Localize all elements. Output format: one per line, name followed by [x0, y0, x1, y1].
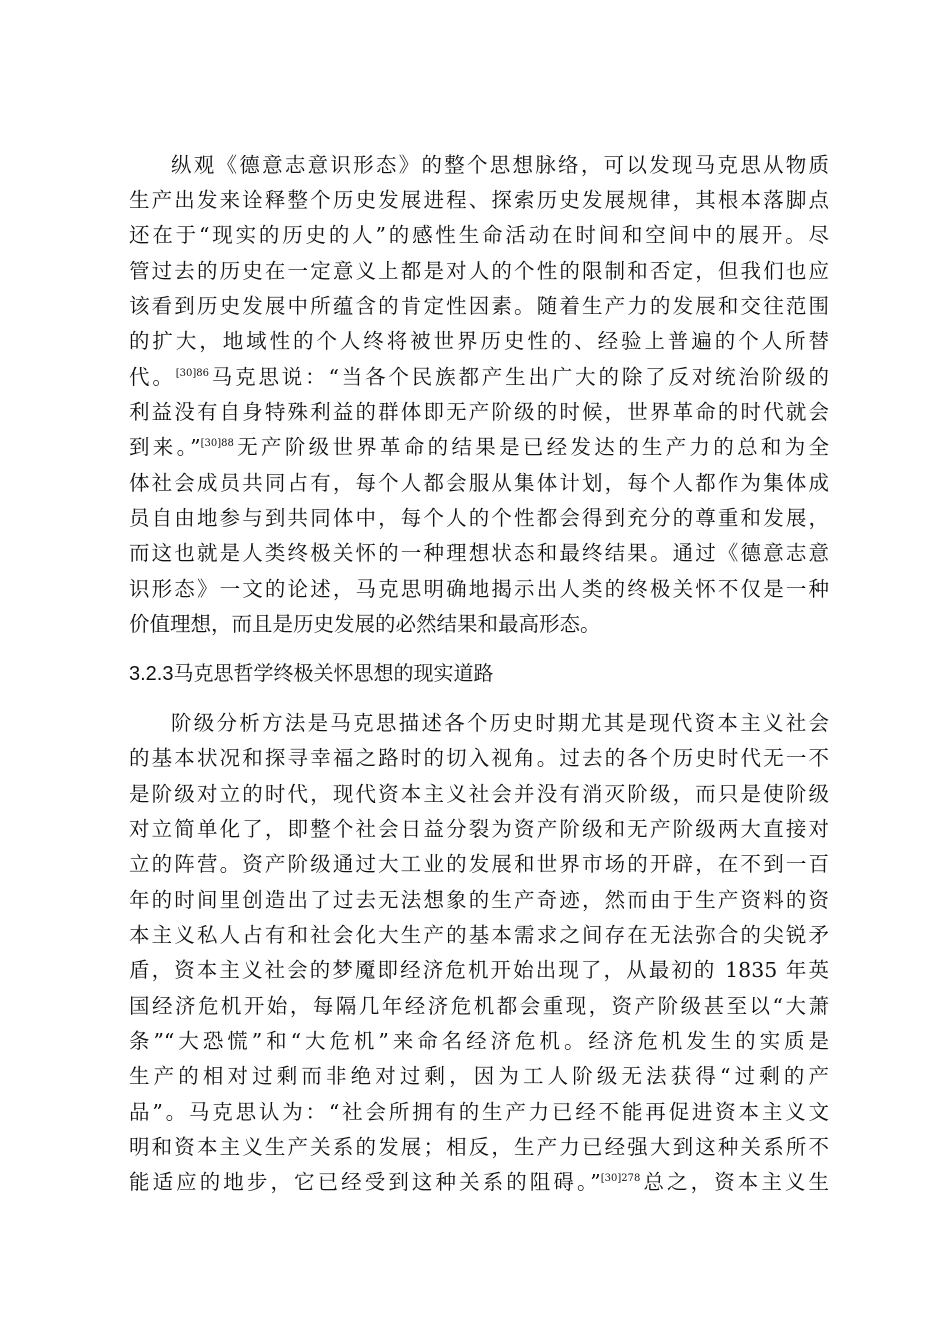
section-heading	[129, 658, 493, 688]
paragraph-1-line-7	[129, 362, 829, 392]
paragraph-2-line-14	[129, 1167, 829, 1197]
paragraph-2-line-3: 是阶级对立的时代，现代资本主义社会并没有消灭阶级，而只是使阶级	[129, 782, 829, 806]
paragraph-2-line-11: 生产的相对过剩而非绝对过剩，因为工人阶级无法获得“过剩的产	[129, 1064, 829, 1088]
citation-superscript: [30]86	[175, 368, 209, 379]
paragraph-1-line-6: 的扩大，地域性的个人终将被世界历史性的、经验上普遍的个人所替	[129, 329, 829, 353]
paragraph-1-line-12: 而这也就是人类终极关怀的一种理想状态和最终结果。通过《德意志意	[129, 541, 829, 565]
paragraph-1-line-8: 利益没有自身特殊利益的群体即无产阶级的时候，世界革命的时代就会	[129, 400, 829, 424]
paragraph-1-line-5: 该看到历史发展中所蕴含的肯定性因素。随着生产力的发展和交往范围	[129, 294, 829, 318]
paragraph-1-line-3: 还在于“现实的历史的人”的感性生命活动在时间和空间中的展开。尽	[129, 223, 829, 247]
paragraph-1-line-14: 价值理想，而且是历史发展的必然结果和最高形态。	[129, 612, 601, 636]
citation-superscript: [30]278	[600, 1173, 641, 1184]
paragraph-2-line-13: 明和资本主义生产关系的发展；相反，生产力已经强大到这种关系所不	[129, 1135, 829, 1159]
paragraph-2-line-8: 盾，资本主义社会的梦魇即经济危机开始出现了，从最初的 1835 年英	[129, 958, 829, 982]
text-run: 总之，资本主义生	[640, 1170, 829, 1194]
paragraph-2-line-5: 立的阵营。资产阶级通过大工业的发展和世界市场的开辟，在不到一百	[129, 852, 829, 876]
paragraph-2-line-10: 条”“大恐慌”和“大危机”来命名经济危机。经济危机发生的实质是	[129, 1029, 829, 1053]
text-run: 无产阶级世界革命的结果是已经发达的生产力的总和为全	[233, 435, 829, 459]
paragraph-1-line-1: 纵观《德意志意识形态》的整个思想脉络，可以发现马克思从物质	[171, 153, 829, 177]
citation-superscript: [30]88	[200, 438, 234, 449]
paragraph-1-line-11: 员自由地参与到共同体中，每个人的个性都会得到充分的尊重和发展，	[129, 506, 829, 530]
paragraph-1-line-4: 管过去的历史在一定意义上都是对人的个性的限制和否定，但我们也应	[129, 259, 829, 283]
paragraph-2-line-12: 品”。马克思认为：“社会所拥有的生产力已经不能再促进资本主义文	[129, 1100, 829, 1124]
paragraph-2-line-4: 对立简单化了，即整个社会日益分裂为资产阶级和无产阶级两大直接对	[129, 817, 829, 841]
paragraph-1-line-2: 生产出发来诠释整个历史发展进程、探索历史发展规律，其根本落脚点	[129, 188, 829, 212]
paragraph-1-line-13: 识形态》一文的论述，马克思明确地揭示出人类的终极关怀不仅是一种	[129, 577, 829, 601]
section-number: 3.2.3	[129, 663, 174, 685]
paragraph-2-line-1: 阶级分析方法是马克思描述各个历史时期尤其是现代资本主义社会	[171, 711, 829, 735]
paragraph-2-line-2: 的基本状况和探寻幸福之路时的切入视角。过去的各个历史时代无一不	[129, 746, 829, 770]
text-run: 代。	[129, 365, 176, 389]
paragraph-1-line-9	[129, 432, 829, 462]
text-run: 马克思说：“当各个民族都产生出广大的除了反对统治阶级的	[208, 365, 829, 389]
paragraph-2-line-6: 年的时间里创造出了过去无法想象的生产奇迹，然而由于生产资料的资	[129, 888, 829, 912]
text-run: 能适应的地步，它已经受到这种关系的阻碍。”	[129, 1170, 601, 1194]
section-title: 马克思哲学终极关怀思想的现实道路	[173, 661, 494, 685]
paragraph-2-line-9: 国经济危机开始，每隔几年经济危机都会重现，资产阶级甚至以“大萧	[129, 994, 829, 1018]
paragraph-2-line-7: 本主义私人占有和社会化大生产的基本需求之间存在无法弥合的尖锐矛	[129, 923, 829, 947]
paragraph-1-line-10: 体社会成员共同占有，每个人都会服从集体计划，每个人都作为集体成	[129, 471, 829, 495]
text-run: 到来。”	[129, 435, 201, 459]
